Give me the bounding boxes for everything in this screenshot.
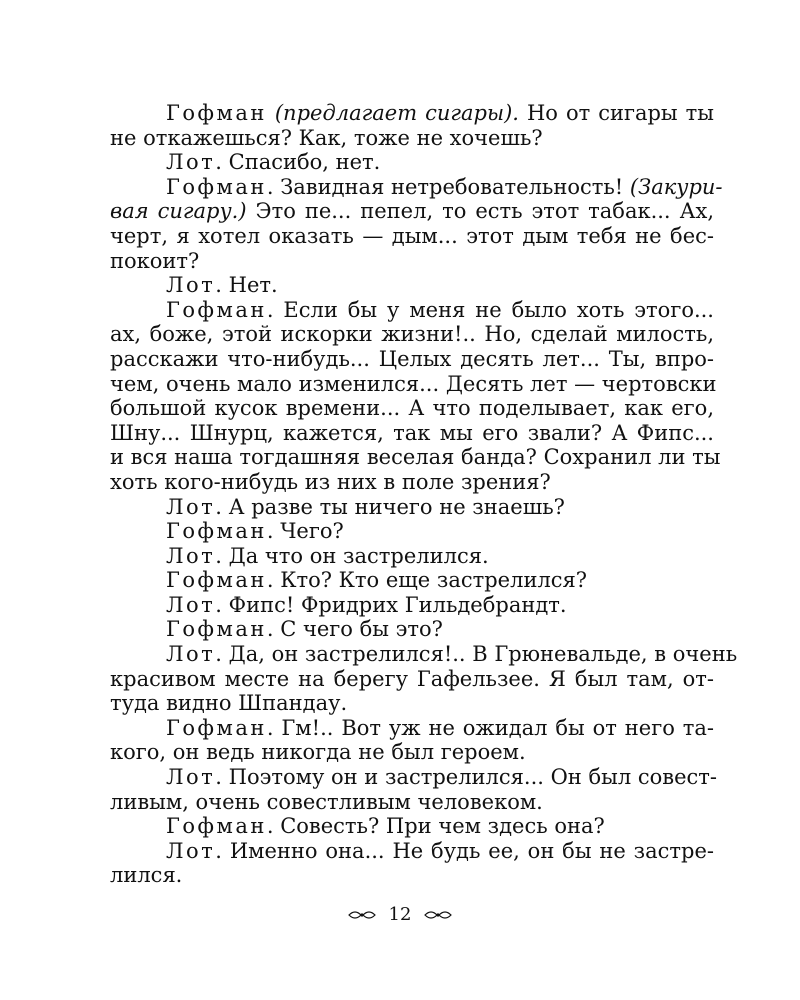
line-text: туда видно Шпандау. <box>110 691 348 716</box>
line-text: . Поэтому он и застрелился... Он был совест- <box>215 765 717 790</box>
line-text: . Спасибо, нет. <box>215 150 381 175</box>
line-text: . С чего бы это? <box>266 617 443 642</box>
line-text: лился. <box>110 863 183 888</box>
speaker-name: Лот <box>166 838 216 863</box>
line-text: . Да что он застрелился. <box>215 543 489 568</box>
speaker-name: Гофман <box>166 101 267 125</box>
text-line <box>166 544 714 569</box>
text-line <box>110 691 714 716</box>
ornament-right-icon <box>423 908 453 922</box>
line-text: хоть кого-нибудь из них в поле зрения? <box>110 469 551 494</box>
text-line <box>110 126 714 151</box>
speaker-name: Лот <box>166 150 216 175</box>
speaker-name: Гофман <box>166 297 267 322</box>
speaker-name: Гофман <box>166 174 267 199</box>
text-line <box>110 224 714 249</box>
text-line <box>166 495 714 520</box>
text-line <box>166 150 714 175</box>
line-text: . Завидная нетребовательность! <box>266 174 630 199</box>
line-text: большой кусок времени... А что поделывает, как его, <box>110 396 714 421</box>
text-line <box>110 863 714 888</box>
speaker-name: Лот <box>166 543 216 568</box>
speaker-name: Гофман <box>166 814 267 839</box>
text-line <box>166 765 717 790</box>
text-line <box>110 249 714 274</box>
line-text: . Гм!.. Вот уж не ожидал бы от него та- <box>266 715 714 740</box>
stage-direction: вая сигару.) <box>110 199 247 224</box>
text-line <box>110 445 721 470</box>
line-text: . А разве ты ничего не знаешь? <box>215 494 565 519</box>
line-text: расскажи что-нибудь... Целых десять лет... Ты, впро- <box>110 346 714 371</box>
text-line <box>110 470 714 495</box>
line-text: . Если бы у меня не было хоть этого... <box>266 297 714 322</box>
speaker-name: Лот <box>166 592 216 617</box>
text-line <box>110 371 717 397</box>
text-line <box>166 839 714 864</box>
stage-direction: (Закури- <box>629 174 723 199</box>
line-text: не откажешься? Как, тоже не хочешь? <box>110 125 543 150</box>
text-line <box>166 716 714 741</box>
text-line <box>110 396 714 421</box>
line-text: . Совесть? При чем здесь она? <box>266 814 605 839</box>
line-text: Но от сигары ты <box>518 101 714 125</box>
speaker-name: Гофман <box>166 568 267 593</box>
speaker-name: Лот <box>166 273 216 298</box>
speaker-name: Гофман <box>166 617 267 642</box>
speaker-name: Лот <box>166 642 216 667</box>
line-text: . Кто? Кто еще застрелился? <box>266 568 588 593</box>
line-text: и вся наша тогдашняя веселая банда? Сохранил ли ты <box>110 445 721 470</box>
text-line <box>166 273 714 298</box>
line-text: . Да, он застрелился!.. В Грюневальде, в очень <box>215 642 738 667</box>
speaker-name: Лот <box>166 494 216 519</box>
page-text <box>110 101 738 888</box>
page-number: 12 <box>388 904 412 925</box>
text-line <box>166 174 723 200</box>
text-line <box>166 519 714 544</box>
stage-direction: (предлагает сигары). <box>274 101 519 125</box>
ornament-left-icon <box>347 908 377 922</box>
speaker-name: Гофман <box>166 519 267 544</box>
line-text: красивом месте на берегу Гафельзее. Я был там, от- <box>110 666 714 691</box>
line-text: кого, он ведь никогда не был героем. <box>110 740 526 765</box>
text-line <box>166 298 714 323</box>
text-line <box>166 617 714 642</box>
text-line <box>110 790 714 815</box>
text-line <box>110 322 714 347</box>
line-text: чем, очень мало изменился... Десять лет — чертовски <box>110 371 717 396</box>
text-line <box>110 667 714 692</box>
text-line <box>110 347 714 372</box>
text-line <box>166 101 714 126</box>
line-text: покоит? <box>110 248 200 273</box>
text-line <box>166 593 714 618</box>
speaker-name: Лот <box>166 765 216 790</box>
line-text: Это пе... пепел, то есть этот табак... Ах, <box>246 199 715 224</box>
line-text: . Именно она... Не будь ее, он бы не застре- <box>215 838 714 863</box>
text-line <box>166 814 714 839</box>
text-line <box>110 199 714 224</box>
text-line <box>166 642 738 667</box>
line-text: . Нет. <box>215 273 278 298</box>
line-text: ах, боже, этой искорки жизни!.. Но, сделай милость, <box>110 322 714 347</box>
text-line <box>110 421 714 446</box>
page-footer <box>0 904 800 925</box>
text-line <box>110 740 714 765</box>
speaker-name: Гофман <box>166 715 267 740</box>
line-text: Шну... Шнурц, кажется, так мы его звали? А Фипс... <box>110 420 714 445</box>
text-line <box>166 568 714 593</box>
line-text: ливым, очень совестливым человеком. <box>110 789 543 814</box>
line-text: . Фипс! Фридрих Гильдебрандт. <box>215 592 567 617</box>
line-text: черт, я хотел оказать — дым... этот дым тебя не бес- <box>110 223 714 248</box>
line-text: . Чего? <box>266 519 344 544</box>
